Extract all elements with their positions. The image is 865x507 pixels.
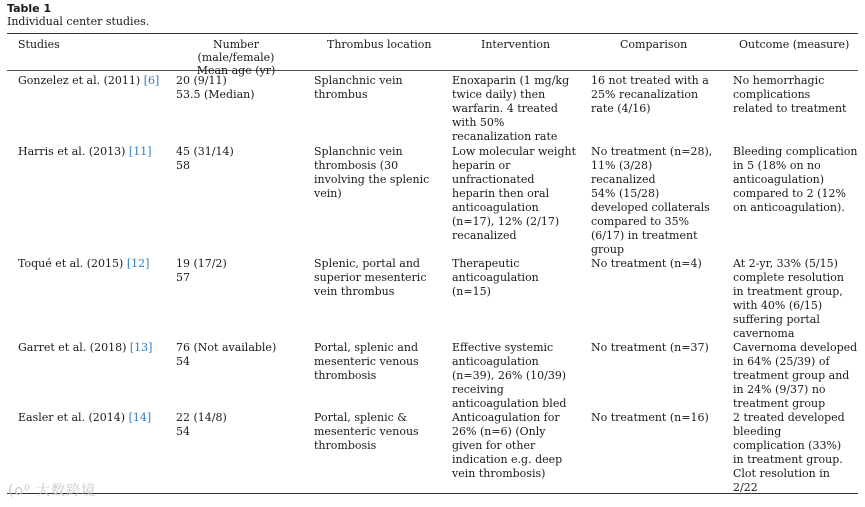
outcome-cell: 2 treated developed bleeding complication (33%) in treatment group. Clot resolution in 2/22	[733, 411, 845, 494]
watermark-logo	[8, 480, 96, 500]
reference-link[interactable]: [12]	[126, 257, 150, 270]
top-rule	[7, 33, 858, 34]
intervention-cell: Low molecular weight heparin or unfractionated heparin then oral anticoagulation (n=17), 12% (2/17) recanalized	[452, 145, 576, 242]
intervention-cell: Enoxaparin (1 mg/kg twice daily) then warfarin. 4 treated with 50% recanalization rate	[452, 74, 570, 143]
study-cell	[18, 341, 152, 355]
comparison-cell: No treatment (n=37)	[591, 341, 709, 354]
header-location: Thrombus location	[327, 38, 432, 51]
intervention-cell: Effective systemic anticoagulation (n=39), 26% (10/39) receiving anticoagulation bled	[452, 341, 567, 410]
reference-link[interactable]: [6]	[143, 74, 160, 87]
table-caption-subtitle: Individual center studies.	[7, 15, 150, 28]
number-cell: 19 (17/2) 57	[176, 257, 227, 284]
study-name: Toqué et al. (2015)	[18, 257, 124, 270]
comparison-cell: No treatment (n=28), 11% (3/28) recanalized 54% (15/28) developed collaterals compared to 35% (6/17) in treatment group	[591, 145, 713, 256]
number-cell: 22 (14/8) 54	[176, 411, 227, 438]
study-cell	[18, 74, 159, 88]
study-name: Gonzelez et al. (2011)	[18, 74, 141, 87]
header-outcome: Outcome (measure)	[739, 38, 850, 51]
location-cell: Portal, splenic and mesenteric venous thrombosis	[314, 341, 419, 382]
intervention-cell: Therapeutic anticoagulation (n=15)	[452, 257, 539, 298]
watermark-mark-icon: (ο⁰	[8, 483, 31, 499]
header-comparison: Comparison	[620, 38, 688, 51]
outcome-cell: At 2-yr, 33% (5/15) complete resolution in treatment group, with 40% (6/15) suffering portal cavernoma	[733, 257, 844, 340]
comparison-cell: No treatment (n=16)	[591, 411, 709, 424]
number-cell: 20 (9/11) 53.5 (Median)	[176, 74, 255, 101]
bottom-rule	[7, 493, 858, 494]
study-cell	[18, 411, 151, 425]
watermark-text: 大数跨境	[36, 483, 97, 499]
table-caption-title: Table 1	[7, 2, 52, 15]
study-cell	[18, 145, 152, 159]
outcome-cell: Cavernoma developed in 64% (25/39) of treatment group and in 24% (9/37) no treatment group	[733, 341, 858, 410]
location-cell: Portal, splenic & mesenteric venous thrombosis	[314, 411, 419, 452]
comparison-cell: 16 not treated with a 25% recanalization rate (4/16)	[591, 74, 709, 115]
header-studies: Studies	[18, 38, 60, 51]
location-cell: Splanchnic vein thrombus	[314, 74, 403, 101]
intervention-cell: Anticoagulation for 26% (n=6) (Only given for other indication e.g. deep vein thrombosis)	[452, 411, 563, 480]
comparison-cell: No treatment (n=4)	[591, 257, 702, 270]
header-rule	[7, 70, 858, 71]
reference-link[interactable]: [13]	[129, 341, 153, 354]
header-number: Number (male/female) Mean age (yr)	[196, 38, 276, 77]
study-name: Garret et al. (2018)	[18, 341, 127, 354]
number-cell: 45 (31/14) 58	[176, 145, 234, 172]
location-cell: Splanchnic vein thrombosis (30 involving the splenic vein)	[314, 145, 430, 200]
outcome-cell: Bleeding complication in 5 (18% on no anticoagulation) compared to 2 (12% on anticoagulation).	[733, 145, 858, 214]
header-intervention: Intervention	[481, 38, 551, 51]
outcome-cell: No hemorrhagic complications related to treatment	[733, 74, 847, 115]
number-cell: 76 (Not available) 54	[176, 341, 277, 368]
study-cell	[18, 257, 149, 271]
location-cell: Splenic, portal and superior mesenteric vein thrombus	[314, 257, 427, 298]
reference-link[interactable]: [11]	[128, 145, 152, 158]
reference-link[interactable]: [14]	[128, 411, 152, 424]
study-name: Easler et al. (2014)	[18, 411, 126, 424]
study-name: Harris et al. (2013)	[18, 145, 126, 158]
